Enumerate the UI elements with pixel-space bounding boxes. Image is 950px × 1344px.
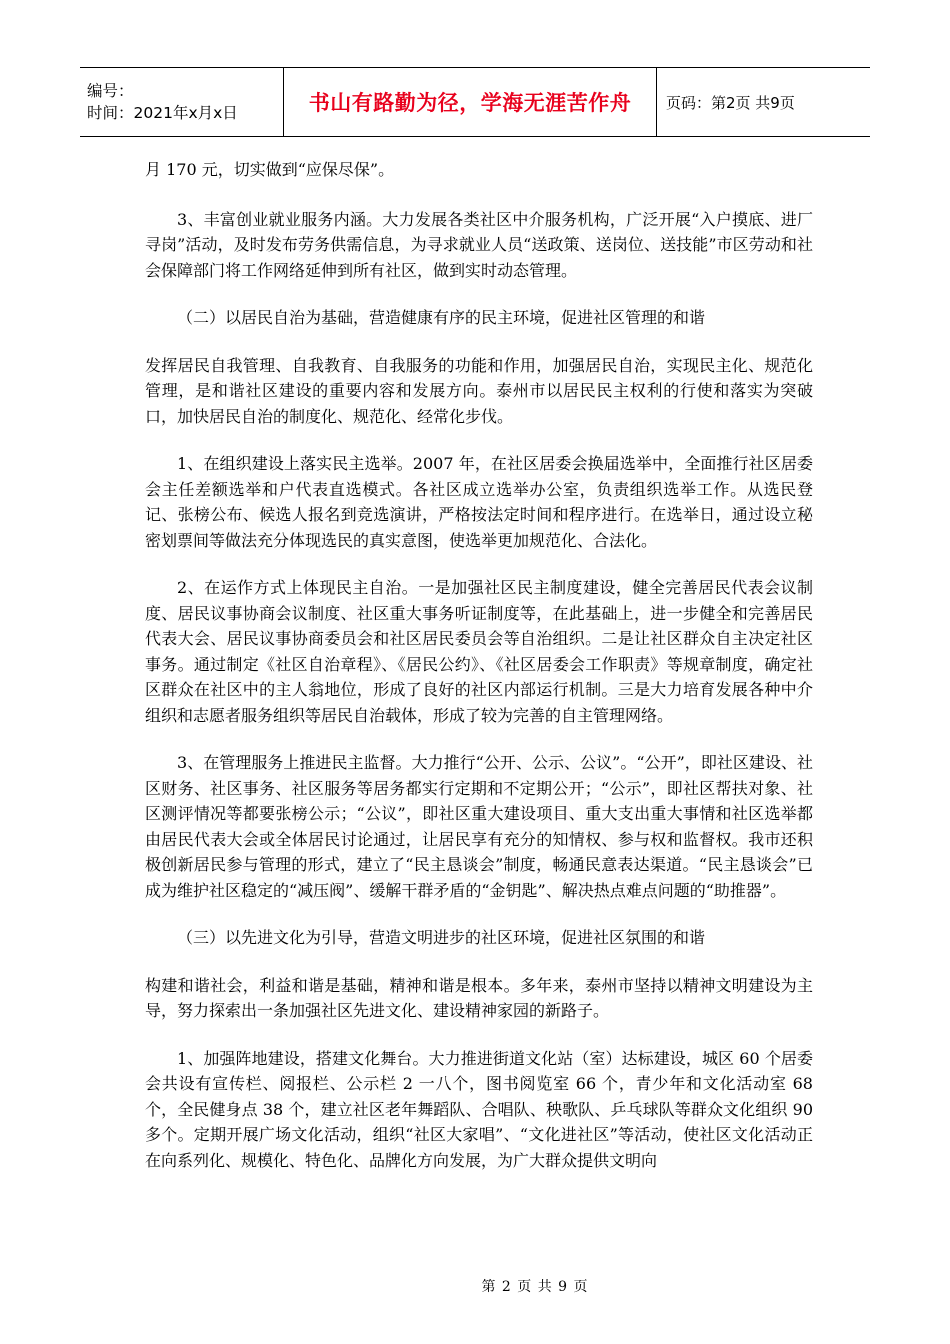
paragraph-cultural-facilities: 1、加强阵地建设，搭建文化舞台。大力推进街道文化站（室）达标建设，城区 60 个居委会共设有宣传栏、阅报栏、公示栏 2 一八个，图书阅览室 66 个，青少年和文化活动室 68 个，全民健身点 38 个，建立社区老年舞蹈队、合唱队、秧歌队、乒乓球队等群众文化组织 90 多个。定期开展广场文化活动，组织“社区大家唱”、“文化进社区”等活动，使社区文化活动正在向系列化、规模化、特色化、品牌化方向发展，为广大群众提供文明向 <box>145 1048 813 1170</box>
paragraph-self-governance-intro: 发挥居民自我管理、自我教育、自我服务的功能和作用，加强居民自治，实现民主化、规范化管理，是和谐社区建设的重要内容和发展方向。泰州市以居民民主权利的行使和落实为突破口，加快居民自治的制度化、规范化、经常化步伐。 <box>145 355 813 426</box>
document-body <box>145 157 813 1195</box>
paragraph-culture-intro: 构建和谐社会，利益和谐是基础，精神和谐是根本。多年来，泰州市坚持以精神文明建设为主导，努力探索出一条加强社区先进文化、建设精神家园的新路子。 <box>145 975 813 1020</box>
paragraph-democratic-election: 1、在组织建设上落实民主选举。2007 年，在社区居委会换届选举中，全面推行社区居委会主任差额选举和户代表直选模式。各社区成立选举办公室，负责组织选举工作。从选民登记、张榜公布、候选人报名到竞选演讲，严格按法定时间和程序进行。在选举日，通过设立秘密划票间等做法充分体现选民的真实意图，使选举更加规范化、合法化。 <box>145 454 813 550</box>
paragraph-democratic-supervision: 3、在管理服务上推进民主监督。大力推行“公开、公示、公议”。“公开”，即社区建设、社区财务、社区事务、社区服务等居务都实行定期和不定期公开；“公示”，即社区帮扶对象、社区测评情况等都要张榜公示；“公议”，即社区重大建设项目、重大支出重大事情和社区选举都由居民代表大会或全体居民讨论通过，让居民享有充分的知情权、参与权和监督权。我市还积极创新居民参与管理的形式，建立了“民主恳谈会”制度，畅通民意表达渠道。“民主恳谈会”已成为维护社区稳定的“减压阀”、缓解干群矛盾的“金钥匙”、解决热点难点问题的“助推器”。 <box>145 753 813 900</box>
section-heading-2: （二）以居民自治为基础，营造健康有序的民主环境，促进社区管理的和谐 <box>177 308 706 327</box>
header-page-info: 页码：第2页 共9页 <box>666 93 795 112</box>
header-motto: 书山有路勤为径，学海无涯苦作舟 <box>308 91 632 115</box>
section-heading-3: （三）以先进文化为引导，营造文明进步的社区环境，促进社区氛围的和谐 <box>177 928 706 947</box>
paragraph-continuation: 月 170 元，切实做到“应保尽保”。 <box>145 160 395 179</box>
paragraph-employment-services: 3、丰富创业就业服务内涵。大力发展各类社区中介服务机构，广泛开展“入户摸底、进厂寻岗”活动，及时发布劳务供需信息，为寻求就业人员“送政策、送岗位、送技能”市区劳动和社会保障部门将工作网络延伸到所有社区，做到实时动态管理。 <box>145 209 813 280</box>
footer-page-number: 第 2 页 共 9 页 <box>481 1279 589 1295</box>
header-motto-cell <box>283 68 657 136</box>
document-date: 时间：2021年x月x日 <box>87 104 238 122</box>
paragraph-democratic-autonomy: 2、在运作方式上体现民主自治。一是加强社区民主制度建设，健全完善居民代表会议制度、居民议事协商会议制度、社区重大事务听证制度等，在此基础上，进一步健全和完善居民代表大会、居民议事协商委员会和社区居民委员会等自治组织。二是让社区群众自主决定社区事务。通过制定《社区自治章程》、《居民公约》、《社区居委会工作职责》等规章制度，确定社区群众在社区中的主人翁地位，形成了良好的社区内部运行机制。三是大力培育发展各种中介组织和志愿者服务组织等居民自治载体，形成了较为完善的自主管理网络。 <box>145 578 813 725</box>
page-header <box>80 67 870 137</box>
header-meta <box>80 68 283 136</box>
page-footer <box>0 1276 950 1296</box>
document-number-label: 编号： <box>87 82 134 100</box>
